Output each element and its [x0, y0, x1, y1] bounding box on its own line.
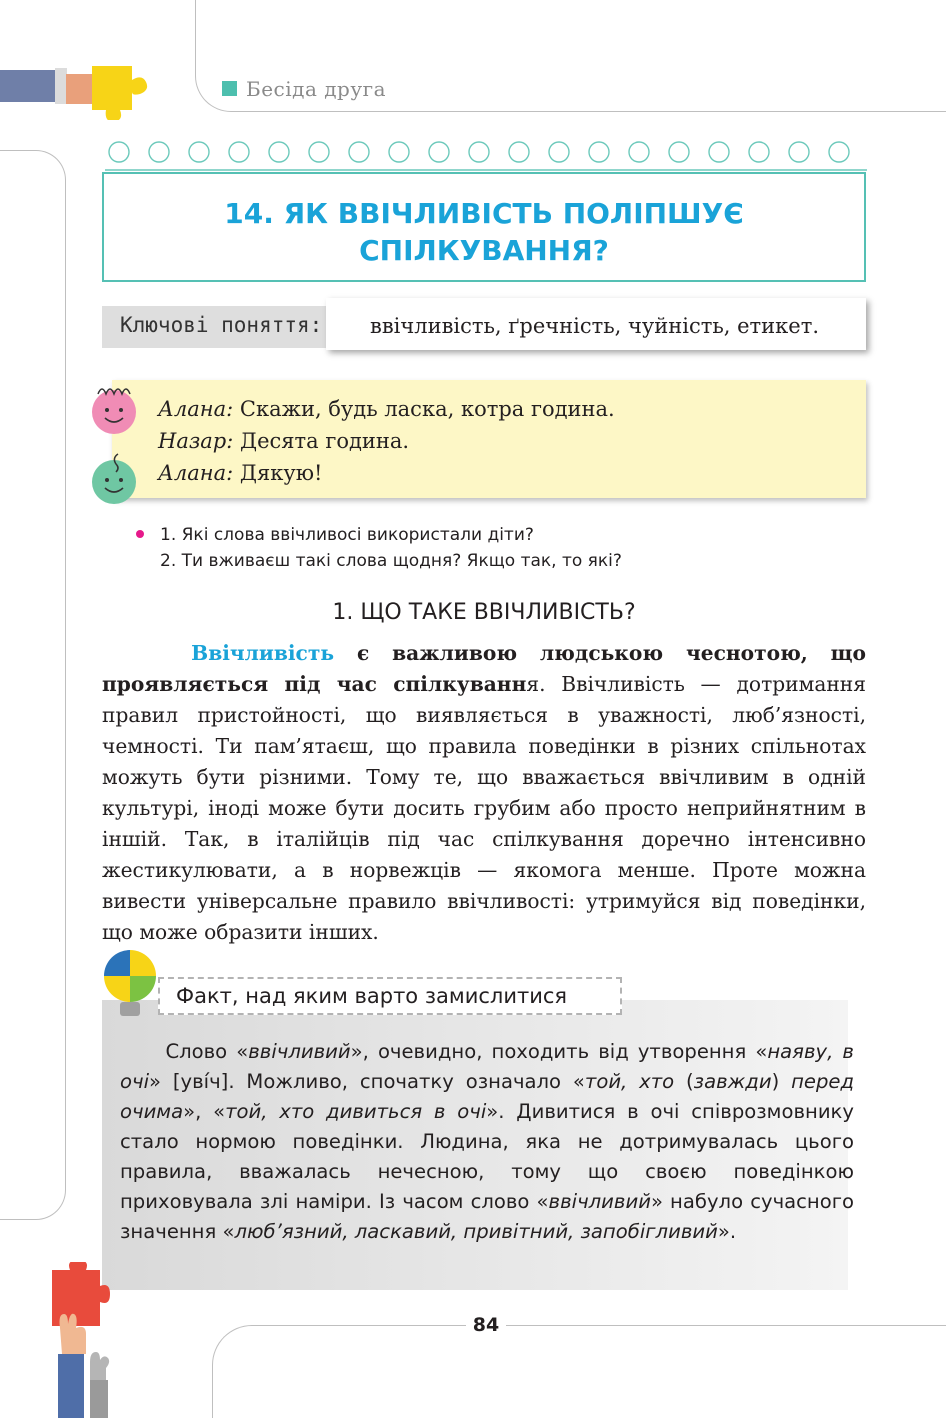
faces-decoration-icon — [105, 136, 867, 172]
question-item: 1. Які слова ввічливосі використали діти? — [160, 525, 534, 545]
page-number: 84 — [466, 1314, 506, 1336]
dialog-line: Назар: Десята година. — [158, 429, 410, 453]
term-highlight: Ввічливість — [191, 641, 335, 665]
key-concepts-label: Ключові поняття: — [120, 313, 323, 337]
girl-avatar-icon — [90, 380, 142, 436]
hands-puzzle-icon — [44, 1262, 124, 1418]
page-frame-left — [0, 150, 66, 1220]
key-concepts-terms: ввічливість, ґречність, чуйність, етикет. — [370, 314, 820, 338]
fact-text: Слово «ввічливий», очевидно, походить від утворення «наяву, в очі» [увíч]. Можливо, спочатку означало «той, хто (завжди) перед очима», «той, хто дивиться в очі». Дивитися в очі співрозмовнику стало нормою поведінки. Людина, яка не дотримувалась цього правила, вважалась нечесною, тому що своєю поведінкою приховувала злі наміри. Із часом слово «ввічливий» набуло сучасного значення «люб’язний, ласкавий, привітний, запобігливий». — [120, 1040, 854, 1243]
lesson-title: 14. ЯК ВВІЧЛИВІСТЬ ПОЛІПШУЄ СПІЛКУВАННЯ? — [224, 197, 744, 267]
lightbulb-puzzle-icon — [100, 946, 162, 1024]
dialog-line: Алана: Скажи, будь ласка, котра година. — [158, 397, 615, 421]
boy-avatar-icon — [90, 446, 142, 506]
hand-puzzle-icon — [0, 60, 160, 120]
section-marker-icon — [222, 81, 237, 96]
page-frame-bottom — [212, 1325, 946, 1418]
section-heading: 1. ЩО ТАКЕ ВВІЧЛИВІСТЬ? — [332, 600, 636, 625]
section-label: Бесіда друга — [246, 77, 387, 101]
body-paragraph: Ввічливість є важливою людською чеснотою, що проявляється під час спілкування. Ввічливість — дотримання правил пристойності, що виявляється в уважності, люб’язності, чемності. Ти пам’ятаєш, що правила поведінки в різних спільнотах можуть бути різними. Тому те, що вважається ввічливим в одній культурі, іноді може бути досить грубим або просто неприйнятним в іншій. Так, в італійців під час спілкування доречно інтенсивно жестикулювати, а в норвежців — якомога менше. Проте можна вивести універсальне правило ввічливості: утримуйся від поведінки, що може образити інших. — [102, 641, 866, 944]
bullet-icon — [136, 530, 144, 538]
fact-title: Факт, над яким варто замислитися — [176, 984, 568, 1008]
dialog-line: Алана: Дякую! — [158, 461, 323, 485]
question-item: 2. Ти вживаєш такі слова щодня? Якщо так, то які? — [160, 551, 622, 571]
